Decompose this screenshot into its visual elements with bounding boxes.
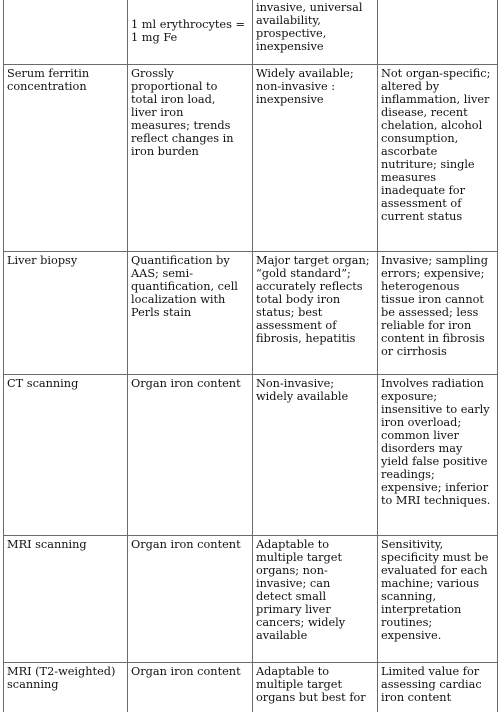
basis-text: Organ iron content bbox=[131, 538, 241, 551]
disadvantages-text: Sensitivity, specificity must be evaluated for each machine; various scanning, interpretation routines; expensive. bbox=[381, 538, 489, 642]
disadvantages-cell bbox=[378, 375, 498, 536]
disadvantages-cell bbox=[378, 252, 498, 375]
disadvantages-cell bbox=[378, 0, 498, 65]
basis-text: Organ iron content bbox=[131, 665, 241, 678]
basis-text: Grossly proportional to total iron load, liver iron measures; trends reflect changes in iron burden bbox=[131, 67, 234, 158]
advantages-cell bbox=[253, 65, 378, 252]
disadvantages-text: Invasive; sampling errors; expensive; heterogenous tissue iron cannot be assessed; less reliable for iron content in fibrosis or cirrhosis bbox=[381, 254, 488, 358]
basis-cell bbox=[128, 0, 253, 65]
advantages-cell bbox=[253, 536, 378, 663]
advantages-cell bbox=[253, 663, 378, 712]
table-row bbox=[4, 663, 498, 712]
disadvantages-text: Limited value for assessing cardiac iron content bbox=[381, 665, 482, 704]
basis-text: Quantification by AAS; semi- quantification, cell localization with Perls stain bbox=[131, 254, 238, 319]
table-row bbox=[4, 536, 498, 663]
advantages-text: Widely available; non-invasive : inexpensive bbox=[256, 67, 354, 106]
advantages-cell bbox=[253, 0, 378, 65]
method-cell bbox=[4, 0, 128, 65]
disadvantages-cell bbox=[378, 65, 498, 252]
advantages-cell bbox=[253, 375, 378, 536]
method-cell bbox=[4, 663, 128, 712]
disadvantages-cell bbox=[378, 663, 498, 712]
basis-cell bbox=[128, 65, 253, 252]
iron-assessment-table bbox=[3, 0, 498, 712]
basis-cell bbox=[128, 252, 253, 375]
method-cell bbox=[4, 536, 128, 663]
method-text: MRI (T2-weighted) scanning bbox=[7, 665, 116, 691]
basis-text: 1 ml erythrocytes = 1 mg Fe bbox=[131, 18, 245, 44]
advantages-text: invasive, universal availability, prospective, inexpensive bbox=[256, 1, 363, 53]
table-row bbox=[4, 0, 498, 65]
table-row bbox=[4, 252, 498, 375]
disadvantages-text: Not organ-specific; altered by inflammation, liver disease, recent chelation, alcohol consumption, ascorbate nutriture; single measures inadequate for assessment of current status bbox=[381, 67, 491, 223]
basis-cell bbox=[128, 663, 253, 712]
method-cell bbox=[4, 252, 128, 375]
advantages-text: Adaptable to multiple target organs but best for bbox=[256, 665, 366, 704]
basis-text: Organ iron content bbox=[131, 377, 241, 390]
disadvantages-text: Involves radiation exposure; insensitive to early iron overload; common liver disorders may yield false positive readings; expensive; inferior to MRI techniques. bbox=[381, 377, 491, 507]
method-text: Liver biopsy bbox=[7, 254, 78, 267]
method-text: Serum ferritin concentration bbox=[7, 67, 90, 93]
advantages-cell bbox=[253, 252, 378, 375]
disadvantages-cell bbox=[378, 536, 498, 663]
basis-cell bbox=[128, 536, 253, 663]
method-cell bbox=[4, 65, 128, 252]
table-row bbox=[4, 375, 498, 536]
advantages-text: Non-invasive; widely available bbox=[256, 377, 349, 403]
method-cell bbox=[4, 375, 128, 536]
method-text: CT scanning bbox=[7, 377, 79, 390]
table-row bbox=[4, 65, 498, 252]
advantages-text: Adaptable to multiple target organs; non- invasive; can detect small primary liver cancers; widely available bbox=[256, 538, 346, 642]
advantages-text: Major target organ; “gold standard”; accurately reflects total body iron status; best assessment of fibrosis, hepatitis bbox=[256, 254, 370, 345]
method-text: MRI scanning bbox=[7, 538, 87, 551]
basis-cell bbox=[128, 375, 253, 536]
